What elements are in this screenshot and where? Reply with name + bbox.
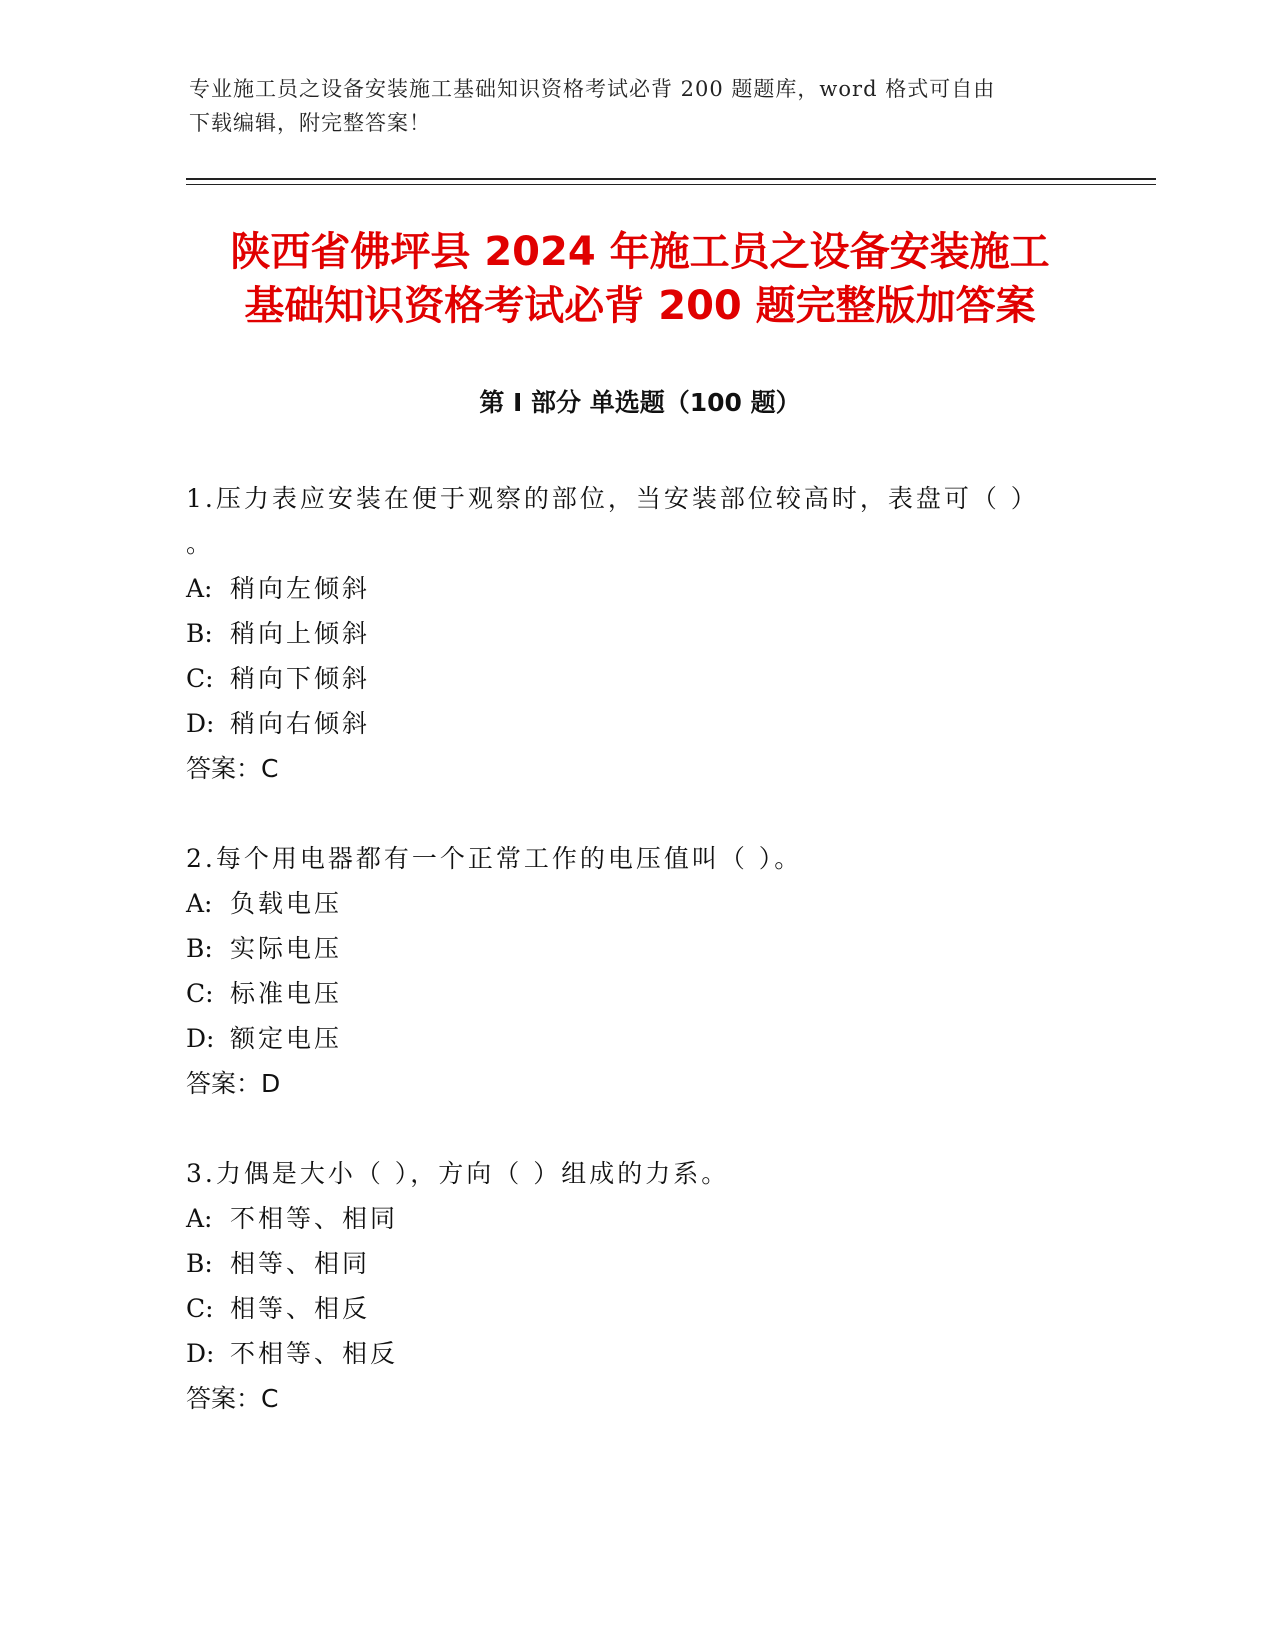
option-key: D: (186, 1339, 215, 1368)
option-text: 稍向上倾斜 (230, 619, 371, 648)
option-b (186, 1241, 1086, 1286)
option-key: D: (186, 709, 215, 738)
option-text: 负载电压 (230, 889, 343, 918)
option-a (186, 1196, 1086, 1241)
question-stem (186, 1151, 1086, 1196)
option-d (186, 701, 1086, 746)
question-stem (186, 836, 1086, 881)
question-stem (186, 476, 1086, 566)
option-a (186, 881, 1086, 926)
option-text: 实际电压 (230, 934, 343, 963)
option-key: A: (186, 889, 213, 918)
option-text: 不相等、相反 (230, 1339, 399, 1368)
option-key: C: (186, 664, 214, 693)
answer: 答案：C (186, 1384, 279, 1413)
option-c (186, 656, 1086, 701)
option-key: B: (186, 1249, 213, 1278)
option-text: 相等、相反 (230, 1294, 371, 1323)
option-b (186, 611, 1086, 656)
option-d (186, 1016, 1086, 1061)
option-key: A: (186, 1204, 213, 1233)
header-divider-thin (186, 184, 1156, 185)
question-stem-line-1: 3.力偶是大小（ ），方向（ ）组成的力系。 (186, 1159, 730, 1188)
option-key: B: (186, 934, 213, 963)
answer: 答案：C (186, 754, 279, 783)
option-text: 稍向下倾斜 (230, 664, 371, 693)
option-c (186, 971, 1086, 1016)
header-note-line-2: 下载编辑，附完整答案！ (189, 111, 431, 135)
question-stem-line-1: 1.压力表应安装在便于观察的部位，当安装部位较高时，表盘可（ ） (186, 484, 1039, 513)
option-text: 不相等、相同 (230, 1204, 399, 1233)
option-d (186, 1331, 1086, 1376)
option-text: 稍向右倾斜 (230, 709, 371, 738)
option-text: 标准电压 (230, 979, 343, 1008)
option-text: 相等、相同 (230, 1249, 371, 1278)
option-key: B: (186, 619, 213, 648)
question-1 (186, 476, 1086, 791)
question-list (186, 476, 1086, 1466)
document-title-line-1: 陕西省佛坪县 2024 年施工员之设备安装施工 (230, 229, 1050, 275)
option-b (186, 926, 1086, 971)
option-c (186, 1286, 1086, 1331)
document-title-line-2: 基础知识资格考试必背 200 题完整版加答案 (244, 283, 1036, 329)
question-stem-line-1: 2.每个用电器都有一个正常工作的电压值叫（ ）。 (186, 844, 803, 873)
option-text: 额定电压 (230, 1024, 343, 1053)
answer: 答案：D (186, 1069, 281, 1098)
section-title: 第 I 部分 单选题（100 题） (479, 388, 801, 417)
header-note-line-1: 专业施工员之设备安装施工基础知识资格考试必背 200 题题库，word 格式可自由 (189, 77, 996, 101)
question-2 (186, 836, 1086, 1106)
option-key: D: (186, 1024, 215, 1053)
document-title (120, 225, 1160, 333)
option-key: C: (186, 1294, 214, 1323)
option-key: A: (186, 574, 213, 603)
question-stem-line-2: 。 (186, 529, 215, 558)
question-3 (186, 1151, 1086, 1421)
option-text: 稍向左倾斜 (230, 574, 371, 603)
option-a (186, 566, 1086, 611)
option-key: C: (186, 979, 214, 1008)
header-divider-thick (186, 178, 1156, 180)
header-note (189, 72, 1089, 140)
